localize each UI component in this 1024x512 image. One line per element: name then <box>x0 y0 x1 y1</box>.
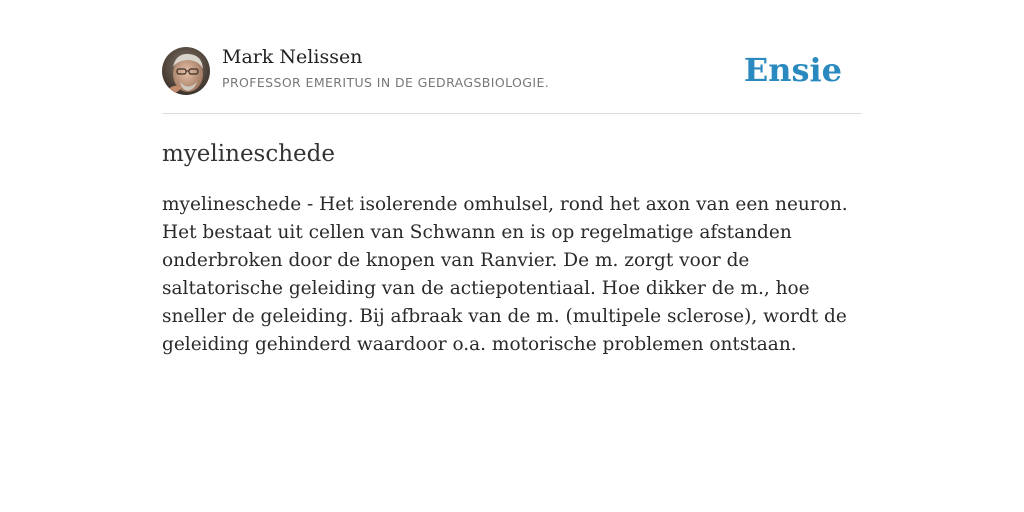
author-avatar[interactable] <box>162 47 210 95</box>
author-title: PROFESSOR EMERITUS IN DE GEDRAGSBIOLOGIE. <box>222 75 550 90</box>
author-info <box>222 45 549 91</box>
author-name[interactable]: Mark Nelissen <box>222 46 363 68</box>
term-title: myelineschede <box>162 141 335 167</box>
term-definition: myelineschede - Het isolerende omhulsel, rond het axon van een neuron. Het bestaat uit cellen van Schwann en is op regelmatige afstanden onderbroken door de knopen van Ranvier. De m. zorgt voor de saltatorische geleiding van de actiepotentiaal. Hoe dikker de m., hoe sneller de geleiding. Bij afbraak van de m. (multipele sclerose), wordt de geleiding gehinderd waardoor o.a. motorische problemen ontstaan. <box>162 194 848 355</box>
content-container <box>162 40 862 359</box>
ensie-logo[interactable]: Ensie <box>743 51 842 89</box>
author-header <box>162 40 862 114</box>
